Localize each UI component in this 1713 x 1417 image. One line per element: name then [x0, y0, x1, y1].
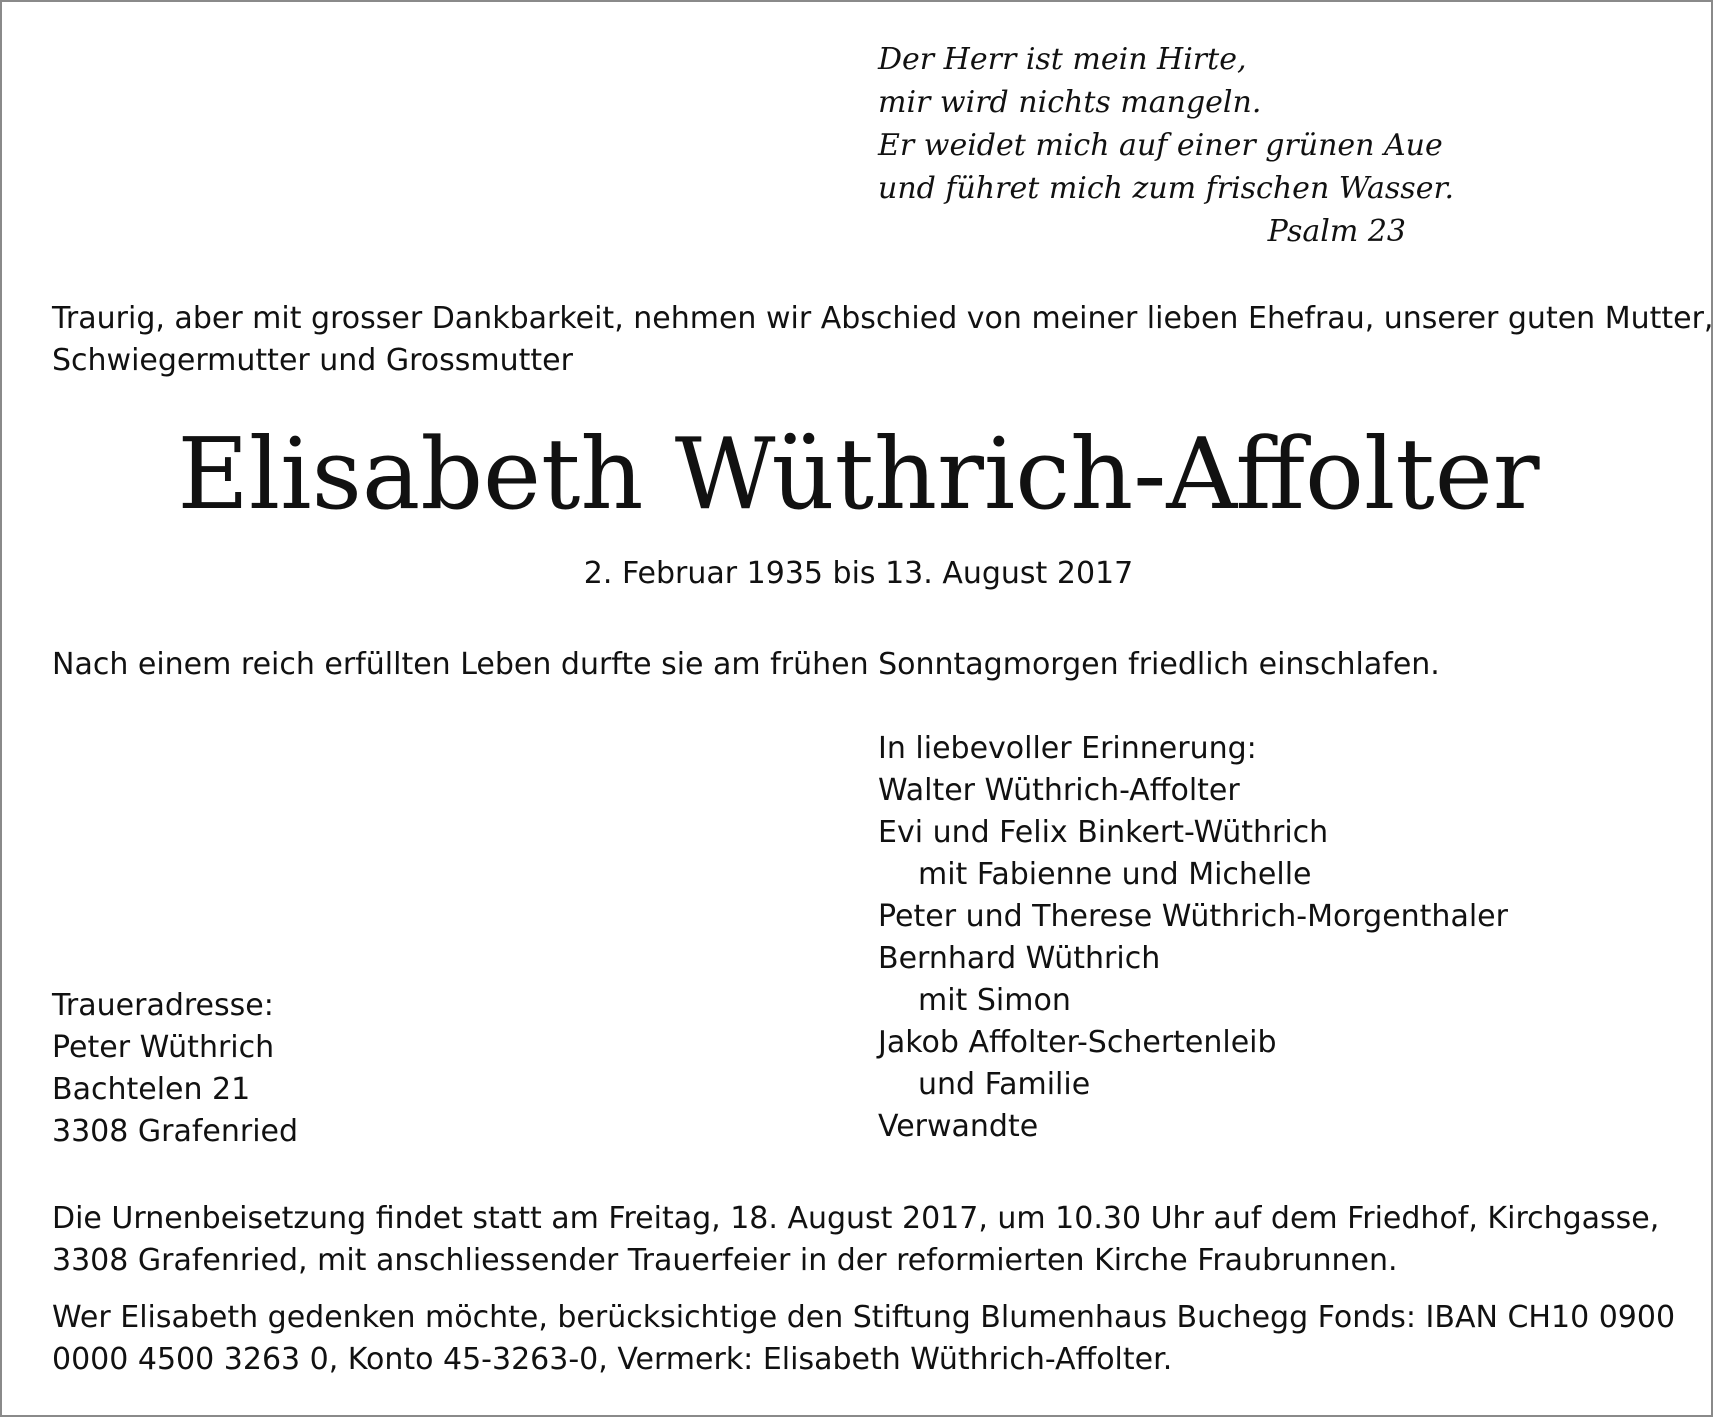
- remembrance-list: [878, 728, 1508, 1148]
- address-label: Traueradresse:: [52, 988, 274, 1023]
- mourning-address: [52, 985, 298, 1153]
- intro-line: Traurig, aber mit grosser Dankbarkeit, nehmen wir Abschied von meiner lieben Ehefrau, unserer guten Mutter,: [52, 301, 1713, 336]
- donation-line: 0000 4500 3263 0, Konto 45-3263-0, Vermerk: Elisabeth Wüthrich-Affolter.: [52, 1342, 1173, 1377]
- mourner-entry: Evi und Felix Binkert-Wüthrich: [878, 815, 1329, 850]
- mourner-entry-sub: mit Fabienne und Michelle: [918, 857, 1312, 892]
- deceased-name: Elisabeth Wüthrich-Affolter: [177, 418, 1540, 532]
- psalm-line: Er weidet mich auf einer grünen Aue: [878, 128, 1443, 163]
- donation-details: [52, 1297, 1676, 1381]
- funeral-line: 3308 Grafenried, mit anschliessender Trauerfeier in der reformierten Kirche Fraubrunnen.: [52, 1243, 1398, 1278]
- mourner-entry: Walter Wüthrich-Affolter: [878, 773, 1240, 808]
- address-name: Peter Wüthrich: [52, 1030, 275, 1065]
- remembrance-heading: In liebevoller Erinnerung:: [878, 731, 1257, 766]
- mourner-entry: Bernhard Wüthrich: [878, 941, 1161, 976]
- psalm-line: mir wird nichts mangeln.: [878, 85, 1262, 120]
- passing-statement: Nach einem reich erfüllten Leben durfte sie am frühen Sonntagmorgen friedlich einschlafen.: [52, 647, 1440, 682]
- psalm-quote: [878, 38, 1454, 253]
- psalm-line: Der Herr ist mein Hirte,: [878, 42, 1247, 77]
- intro-text: [52, 298, 1713, 382]
- life-dates: 2. Februar 1935 bis 13. August 2017: [583, 556, 1134, 591]
- address-street: Bachtelen 21: [52, 1072, 251, 1107]
- funeral-details: [52, 1198, 1666, 1282]
- funeral-line: Die Urnenbeisetzung findet statt am Freitag, 18. August 2017, um 10.30 Uhr auf dem Friedhof, Kirchgasse,: [52, 1201, 1660, 1236]
- mourner-entry: Peter und Therese Wüthrich-Morgenthaler: [878, 899, 1508, 934]
- donation-line: Wer Elisabeth gedenken möchte, berücksichtige den Stiftung Blumenhaus Buchegg Fonds: IBAN CH10 0900: [52, 1300, 1676, 1335]
- address-city: 3308 Grafenried: [52, 1114, 299, 1149]
- mourner-entry: Verwandte: [878, 1109, 1039, 1144]
- mourner-entry: Jakob Affolter-Schertenleib: [878, 1025, 1277, 1060]
- psalm-line: und führet mich zum frischen Wasser.: [878, 171, 1455, 206]
- mourner-entry-sub: und Familie: [918, 1067, 1091, 1102]
- intro-line: Schwiegermutter und Grossmutter: [52, 343, 573, 378]
- mourner-entry-sub: mit Simon: [918, 983, 1071, 1018]
- psalm-reference: Psalm 23: [1267, 214, 1406, 249]
